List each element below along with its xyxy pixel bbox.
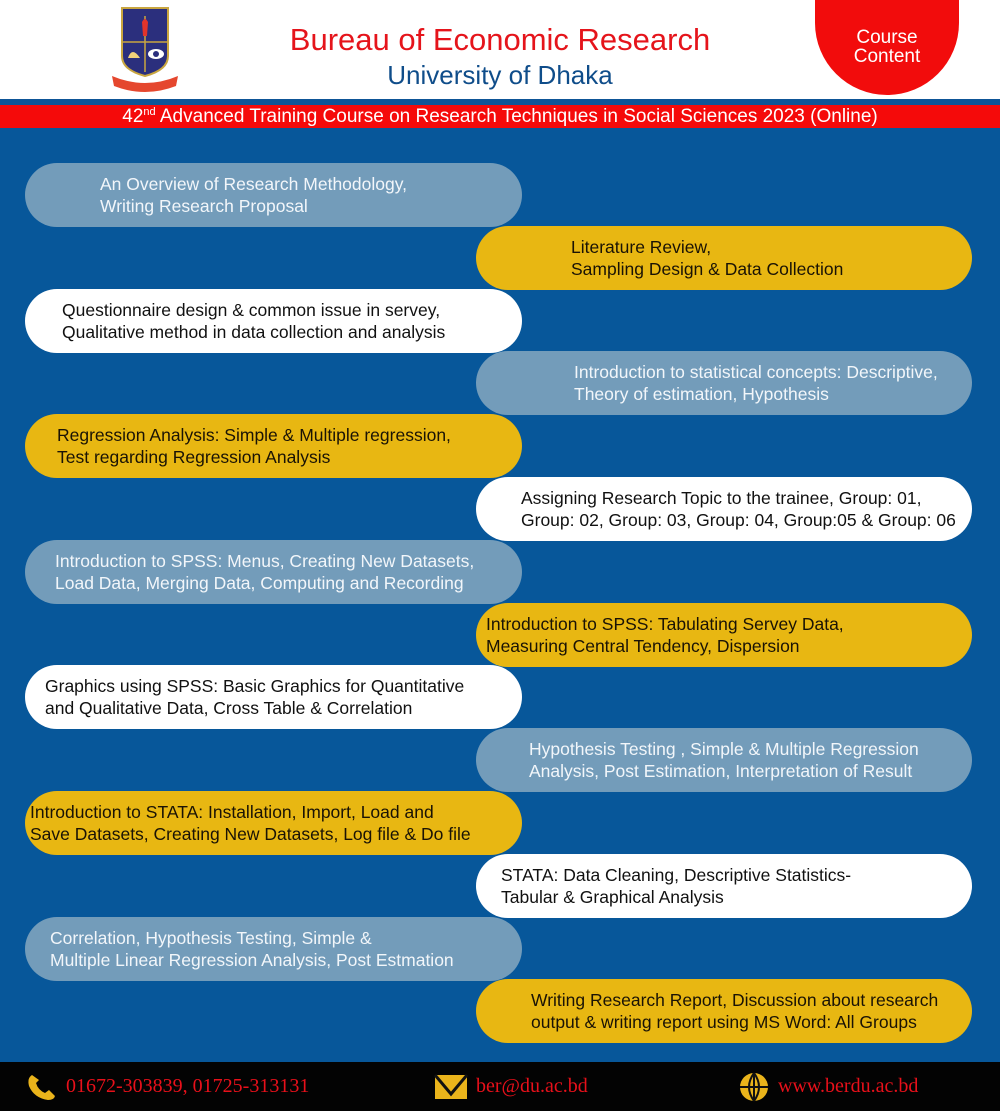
topic-pill	[25, 540, 522, 604]
topic-pill	[476, 603, 972, 667]
topic-pill	[25, 665, 522, 729]
topic-line: Correlation, Hypothesis Testing, Simple &	[50, 927, 372, 948]
topic-pill	[476, 854, 972, 918]
phone-numbers: 01672-303839, 01725-313131	[66, 1075, 310, 1097]
topic-line: Theory of estimation, Hypothesis	[574, 384, 829, 405]
globe-icon	[738, 1071, 770, 1103]
topic-line: Sampling Design & Data Collection	[571, 258, 844, 279]
topic-line: Tabular & Graphical Analysis	[501, 886, 724, 907]
course-banner	[0, 105, 1000, 128]
phone-icon	[26, 1072, 58, 1102]
course-content-badge	[815, 0, 959, 95]
topic-pill	[476, 979, 972, 1043]
badge-line-2: Content	[853, 46, 921, 67]
topic-line: Writing Research Report, Discussion about research	[531, 990, 939, 1011]
topic-line: Qualitative method in data collection and analysis	[62, 321, 446, 342]
topic-line: Introduction to STATA: Installation, Import, Load and	[30, 802, 434, 822]
banner-text: Advanced Training Course on Research Techniques in Social Sciences 2023 (Online)	[155, 106, 878, 127]
topic-line: Literature Review,	[571, 236, 712, 257]
topic-pill	[476, 226, 972, 290]
topic-pill	[25, 163, 522, 227]
topic-line: An Overview of Research Methodology,	[100, 174, 408, 194]
topic-line: output & writing report using MS Word: All Groups	[531, 1012, 917, 1033]
topic-line: Analysis, Post Estimation, Interpretation of Result	[529, 761, 913, 782]
topic-line: Regression Analysis: Simple & Multiple regression,	[57, 425, 451, 446]
topic-pill	[476, 477, 972, 541]
topic-line: Measuring Central Tendency, Dispersion	[486, 635, 800, 656]
footer-email[interactable]	[434, 1062, 588, 1111]
topic-line: Test regarding Regression Analysis	[57, 447, 331, 468]
email-icon	[434, 1074, 468, 1100]
footer-website[interactable]	[738, 1062, 918, 1111]
website-link[interactable]: www.berdu.ac.bd	[778, 1075, 919, 1097]
topic-line: Group: 02, Group: 03, Group: 04, Group:05 & Group: 06	[521, 510, 956, 530]
topic-line: Graphics using SPSS: Basic Graphics for Quantitative	[45, 676, 465, 697]
page-subtitle: University of Dhaka	[387, 60, 613, 90]
university-logo	[110, 6, 180, 92]
topic-line: Assigning Research Topic to the trainee, Group: 01,	[521, 488, 922, 508]
topic-pill	[25, 289, 522, 353]
topic-line: Questionnaire design & common issue in servey,	[62, 299, 441, 320]
footer-phone	[26, 1062, 309, 1111]
header	[0, 0, 1000, 99]
topic-line: Introduction to statistical concepts: Descriptive,	[574, 362, 938, 383]
topic-pill	[25, 791, 522, 855]
footer	[0, 1062, 1000, 1111]
topic-pill	[25, 414, 522, 478]
topic-line: Writing Research Proposal	[100, 196, 308, 216]
topic-line: Save Datasets, Creating New Datasets, Log file & Do file	[30, 824, 471, 844]
badge-line-1: Course	[856, 27, 918, 48]
topic-line: Load Data, Merging Data, Computing and Recording	[55, 572, 464, 593]
topic-pill	[25, 917, 522, 981]
topic-line: Hypothesis Testing , Simple & Multiple Regression	[529, 739, 919, 760]
banner-ordinal: nd	[143, 106, 156, 118]
topic-line: Introduction to SPSS: Tabulating Servey Data,	[486, 613, 844, 634]
page-title: Bureau of Economic Research	[289, 22, 711, 57]
email-link[interactable]: ber@du.ac.bd	[476, 1075, 588, 1097]
banner-number: 42	[122, 106, 144, 127]
topic-line: STATA: Data Cleaning, Descriptive Statistics-	[501, 864, 852, 885]
topic-line: Multiple Linear Regression Analysis, Post Estmation	[50, 949, 454, 970]
topic-line: and Qualitative Data, Cross Table & Correlation	[45, 698, 413, 719]
topic-pill	[476, 728, 972, 792]
topic-pill	[476, 351, 972, 415]
topic-line: Introduction to SPSS: Menus, Creating New Datasets,	[55, 550, 475, 571]
